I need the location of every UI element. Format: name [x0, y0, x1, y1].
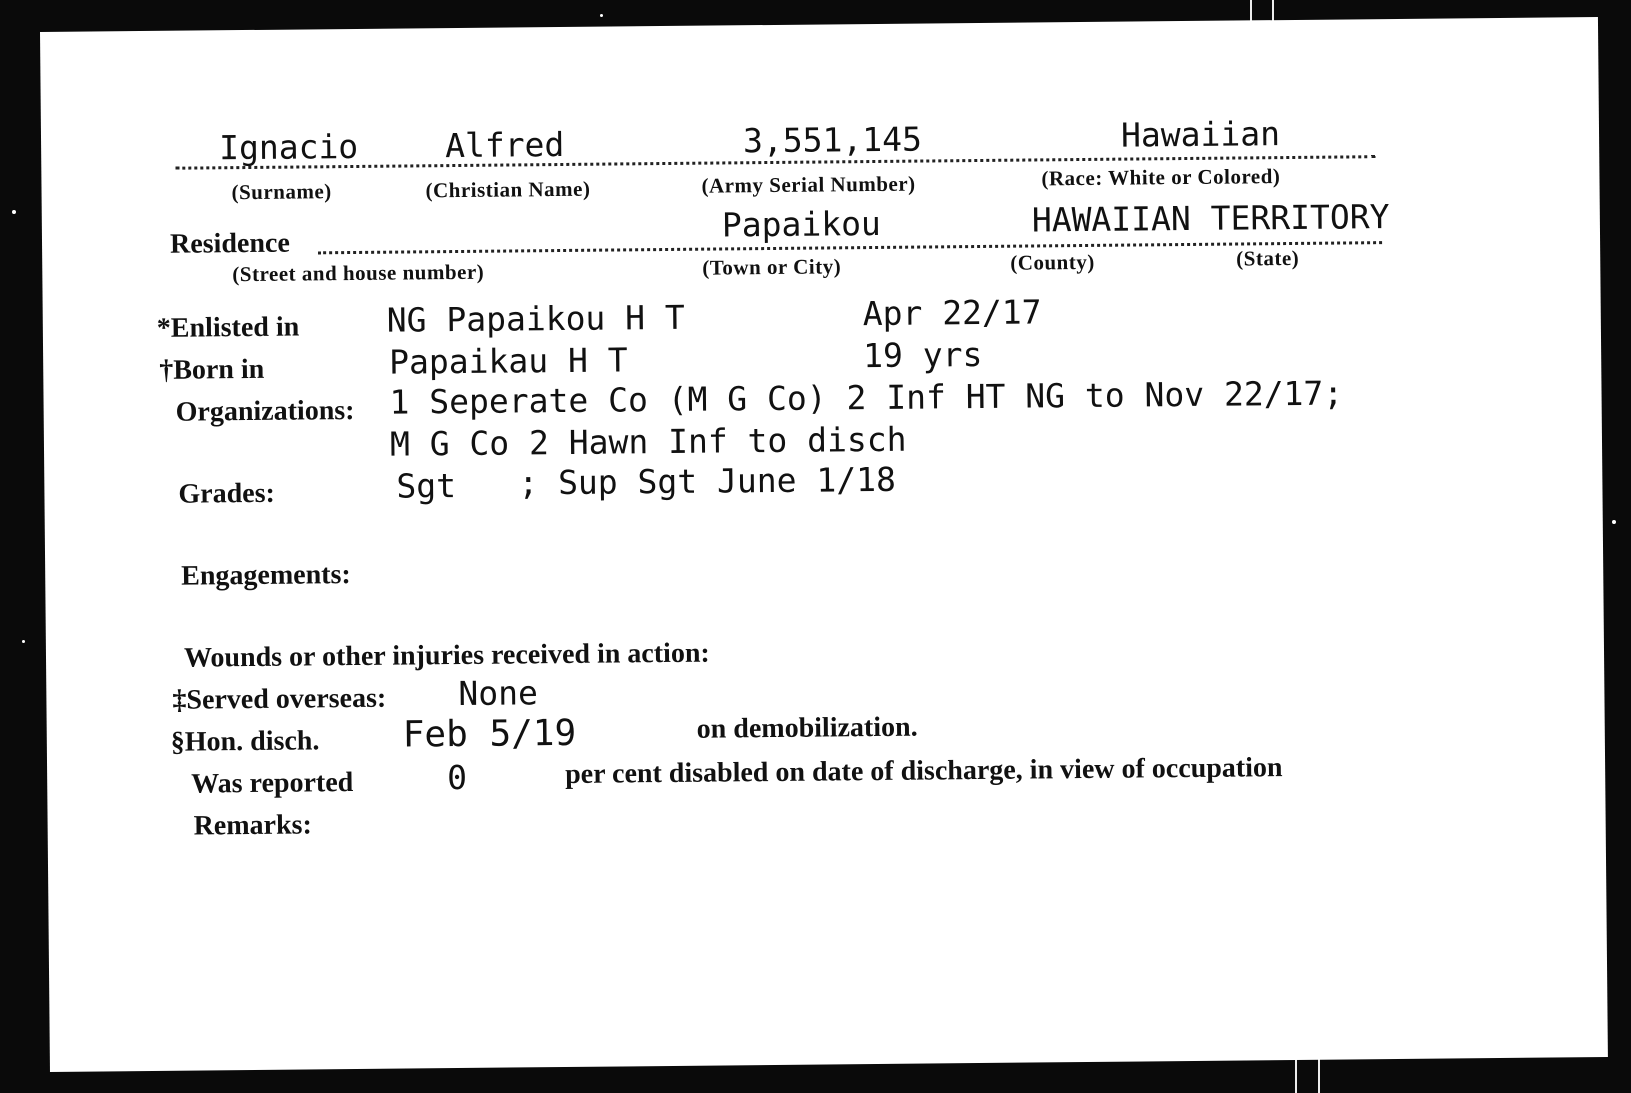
enlisted-date-value: Apr 22/17: [862, 292, 1042, 334]
wounds-label: Wounds or other injuries received in action:: [183, 637, 710, 674]
service-record-card: [40, 17, 1608, 1072]
grade-second-value: ; Sup Sgt June 1/18: [518, 459, 897, 503]
film-speck: [22, 640, 25, 643]
county-caption: (County): [1010, 249, 1095, 275]
enlisted-label: *Enlisted in: [156, 311, 300, 344]
was-reported-label: Was reported: [191, 767, 354, 800]
residence-label: Residence: [169, 227, 290, 260]
organizations-line-2: M G Co 2 Hawn Inf to disch: [389, 419, 907, 464]
state-caption: (State): [1236, 245, 1300, 271]
town-caption: (Town or City): [702, 254, 842, 280]
disability-text: per cent disabled on date of discharge, in view of occupation: [565, 752, 1283, 790]
grades-label: Grades:: [178, 477, 276, 510]
engagements-label: Engagements:: [181, 559, 351, 592]
residence-town-value: Papaikou: [721, 203, 882, 245]
served-overseas-value: None: [458, 673, 539, 714]
hon-disch-date-value: Feb 5/19: [402, 712, 577, 756]
film-speck: [1612, 520, 1616, 524]
christian-name-caption: (Christian Name): [425, 176, 591, 203]
born-label: †Born in: [159, 353, 265, 386]
film-speck: [12, 210, 16, 214]
street-caption: (Street and house number): [232, 259, 485, 287]
served-overseas-label: ‡Served overseas:: [172, 682, 387, 716]
remarks-label: Remarks:: [193, 809, 312, 842]
organizations-line-1: 1 Seperate Co (M G Co) 2 Inf HT NG to Nov 22/17;: [389, 373, 1344, 422]
serial-number-value: 3,551,145: [742, 119, 923, 161]
christian-name-value: Alfred: [444, 124, 565, 166]
demobilization-text: on demobilization.: [696, 711, 918, 745]
surname-value: Ignacio: [218, 126, 359, 168]
race-caption: (Race: White or Colored): [1041, 164, 1281, 191]
disability-percent-value: 0: [446, 757, 468, 798]
enlisted-place-value: NG Papaikou H T: [386, 297, 685, 340]
surname-caption: (Surname): [231, 179, 332, 205]
born-place-value: Papaikau H T: [388, 340, 628, 382]
serial-caption: (Army Serial Number): [701, 171, 916, 198]
hon-disch-label: §Hon. disch.: [170, 725, 320, 758]
born-age-value: 19 yrs: [862, 334, 983, 376]
film-speck: [600, 14, 603, 17]
race-value: Hawaiian: [1120, 114, 1281, 155]
organizations-label: Organizations:: [175, 394, 355, 428]
residence-state-value: HAWAIIAN TERRITORY: [1031, 197, 1390, 240]
grade-first-value: Sgt: [396, 466, 457, 506]
